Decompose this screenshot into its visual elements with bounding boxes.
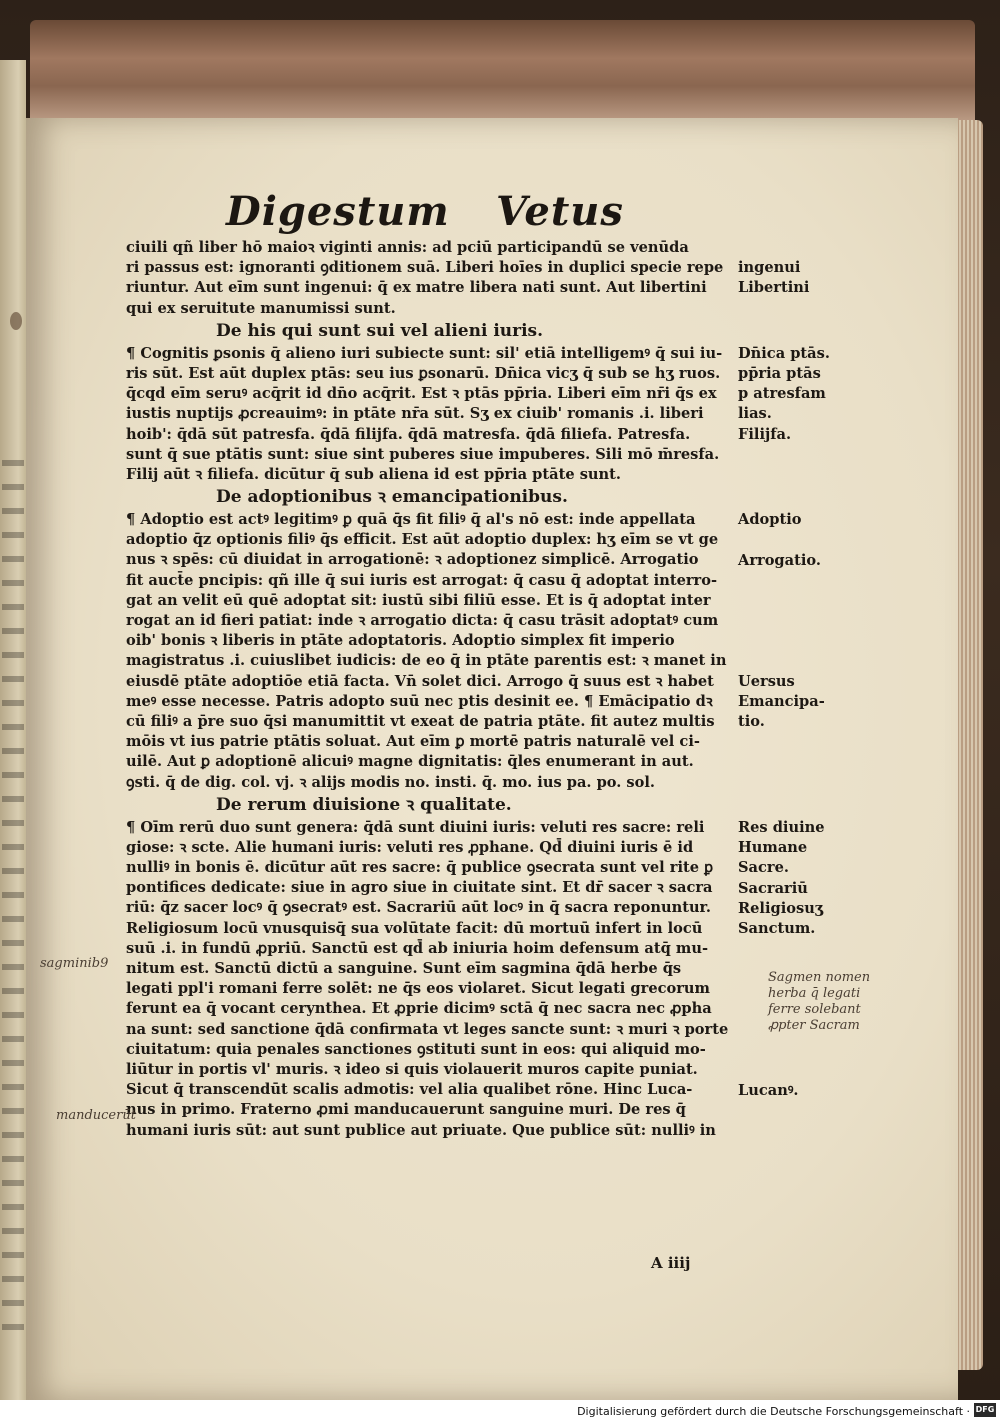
margin-note: Dn̄ica ptās. [738,344,830,362]
margin-note: p atresfam [738,385,826,403]
margin-note: Sacre. [738,859,789,877]
margin-note: Arrogatio. [738,551,821,569]
margin-note: Libertini [738,279,810,297]
text-line: nitum est. Sanctū dictū a sanguine. Sunt eīm sagmina q̄dā herbe q̄s [126,960,682,977]
text-line: liūtur in portis vl' muris. ꝛ ideo si quis violauerit muros capite puniat. [126,1060,698,1078]
margin-note: Humane [738,839,808,857]
section-heading: De adoptionibus ꝛ emancipationibus. [216,487,568,508]
margin-note: Lucanꝰ. [738,1081,799,1099]
text-line: ri passus est: ignoranti ꝯditionem suā. Liberi hoīes in duplici specie repe [126,259,724,277]
margin-note: Sacrariū [738,879,808,897]
text-line: Filij aūt ꝛ filiefa. dicūtur q̄ sub aliena id est pp̄ria ptāte sunt. [126,465,621,483]
text-line: ferunt ea q̄ vocant cerynthea. Et ꝓprie dicimꝰ sctā q̄ nec sacra nec ꝓpha [126,1000,712,1018]
title-word-digestum: Digestum [226,188,450,235]
handwritten-note-right-2: herba q̄ legati [768,986,861,1001]
text-line: qui ex seruitute manumissi sunt. [126,299,396,317]
text-line: ciuitatum: quia penales sanctiones ꝯstituti sunt in eos: qui aliquid mo- [126,1040,706,1058]
text-line: sunt q̄ sue ptātis sunt: siue sint puberes siue impuberes. Sili mō m̄resfa. [126,445,720,463]
text-line: Sicut q̄ transcendūt scalis admotis: vel alia qualibet rōne. Hinc Luca- [126,1081,693,1099]
text-line: iustis nuptijs ꝓcreauimꝰ: in ptāte nr̄a sūt. Sʒ ex ciuib' romanis .i. liberi [126,405,704,423]
text-line: fit auct̄e pncipis: qñ ille q̄ sui iuris est arrogat: q̄ casu q̄ adoptat interro- [126,571,718,589]
margin-note: Sanctum. [738,920,816,937]
text-line: ¶ Cognitis ꝑsonis q̄ alieno iuri subiecte sunt: sil' etiā intelligemꝰ q̄ sui iu- [126,344,723,362]
signature-mark: A iiij [651,1254,691,1272]
text-line: pontifices dedicate: siue in agro siue in ciuitate sint. Et dr̄ sacer ꝛ sacra [126,879,713,897]
text-line: cū filiꝰ a p̄re suo q̄si manumittit vt exeat de patria ptāte. fit autez multis [126,712,715,730]
text-line: q̄cqd eīm seruꝰ acq̄rit id dn̄o acq̄rit. Est ꝛ ptās pp̄ria. Liberi eīm nr̄i q̄s ex [126,385,717,403]
text-line: ¶ Adoptio est actꝰ legitimꝰ ꝑ quā q̄s fit filiꝰ q̄ al's nō est: inde appellata [126,511,696,529]
margin-note: Filijfa. [738,425,792,443]
handwritten-note-right-1: Sagmen nomen [768,970,871,985]
margin-note: ingenui [738,259,801,277]
handwritten-note-left-2: manducerūt [56,1108,136,1123]
text-line: na sunt: sed sanctione q̄dā confirmata vt leges sancte sunt: ꝛ muri ꝛ porte [126,1020,729,1038]
main-text-block [126,238,736,1141]
margin-note: tio. [738,713,765,731]
left-page-edge [0,60,26,1400]
margin-note: Res diuine [738,819,825,836]
text-line: riū: q̄z sacer locꝰ q̄ ꝯsecratꝰ est. Sacrariū aūt locꝰ in q̄ sacra reponuntur. [126,899,711,917]
text-line: ris sūt. Est aūt duplex ptās: seu ius ꝑsonarū. Dn̄ica vicʒ q̄ sub se hʒ ruos. [126,364,721,382]
book-page [26,118,958,1400]
margin-note: Religiosuʒ [738,899,824,917]
handwritten-note-right-4: ꝓpter Sacram [768,1018,860,1033]
margin-note: Emancipa- [738,693,825,710]
footer-credit: Digitalisierung gefördert durch die Deutsche Forschungsgemeinschaft · [577,1405,970,1418]
text-line: ¶ Oīm rerū duo sunt genera: q̄dā sunt diuini iuris: veluti res sacre: reli [126,818,705,836]
text-line: ꝯsti. q̄ de dig. col. vj. ꝛ alijs modis no. insti. q̄. mo. ius pa. po. sol. [126,773,655,791]
text-line: meꝰ esse necesse. Patris adopto suū nec ptis desinit ee. ¶ Emācipatio dꝛ [126,692,713,710]
page-edges [955,120,983,1370]
book-top-edge [30,20,975,130]
text-line: hoib': q̄dā sūt patresfa. q̄dā filijfa. q̄dā matresfa. q̄dā filiefa. Patresfa. [126,425,691,443]
text-line: giose: ꝛ scte. Alie humani iuris: veluti res ꝓphane. Qd̄ diuini iuris ē id [126,838,694,856]
handwritten-note-left-1: sagminib9 [40,956,109,971]
margin-note: lias. [738,405,772,423]
text-line: adoptio q̄z optionis filiꝰ q̄s efficit. Est aūt adoptio duplex: hʒ eīm se vt ge [126,531,719,549]
text-line: legati ppl'i romani ferre solēt: ne q̄s eos violaret. Sicut legati grecorum [126,980,710,998]
margin-note: Adoptio [738,511,802,529]
margin-note: pp̄ria ptās [738,365,821,382]
text-line: nus in primo. Fraterno ꝓmi manducauerunt sanguine muri. De res q̄ [126,1101,686,1119]
text-line: nulliꝰ in bonis ē. dicūtur aūt res sacre: q̄ publice ꝯsecrata sunt vel rite ꝑ [126,859,714,877]
margin-note: Uersus [738,672,795,690]
text-line: eiusdē ptāte adoptiōe etiā facta. Vn̄ solet dici. Arrogo q̄ suus est ꝛ habet [126,672,714,690]
text-line: riuntur. Aut eīm sunt ingenui: q̄ ex matre libera nati sunt. Aut libertini [126,279,707,297]
text-line: humani iuris sūt: aut sunt publice aut priuate. Que publice sūt: nulliꝰ in [126,1121,716,1139]
text-line: Religiosum locū vnusquisq̄ sua volūtate facit: dū mortuū infert in locū [126,919,703,937]
text-line: magistratus .i. cuiuslibet iudicis: de eo q̄ in ptāte parentis est: ꝛ manet in [126,652,727,670]
text-line: ciuili qñ liber hō maioꝛ viginti annis: ad pciū participandū se venūda [126,239,689,256]
text-line: oib' bonis ꝛ liberis in ptāte adoptatoris. Adoptio simplex fit imperio [126,632,675,650]
section-heading: De his qui sunt sui vel alieni iuris. [216,320,544,341]
left-page-text-fragment [2,460,24,1340]
dfg-logo-icon: DFG [974,1403,996,1417]
text-line: suū .i. in fundū ꝓpriū. Sanctū est qd̄ ab iniuria hoim defensum atq̄ mu- [126,939,709,957]
text-line: gat an velit eū quē adoptat sit: iustū sibi filiū esse. Et is q̄ adoptat inter [126,591,711,609]
text-line: rogat an id fieri patiat: inde ꝛ arrogatio dicta: q̄ casu trāsit adoptatꝰ cum [126,612,719,629]
text-line: nus ꝛ spēs: cū diuidat in arrogationē: ꝛ adoptionez simplicē. Arrogatio [126,551,699,569]
text-line: mōis vt ius patrie ptātis soluat. Aut eīm ꝑ mortē patris naturalē vel ci- [126,733,700,751]
paper-damage-spot [10,312,22,330]
handwritten-note-right-3: ferre solebant [768,1002,861,1017]
footer-bar [0,1400,1000,1420]
title-word-vetus: Vetus [496,188,624,235]
section-heading: De rerum diuisione ꝛ qualitate. [216,794,512,815]
text-line: uilē. Aut ꝑ adoptionē alicuiꝰ magne dignitatis: q̄les enumerant in aut. [126,753,694,771]
